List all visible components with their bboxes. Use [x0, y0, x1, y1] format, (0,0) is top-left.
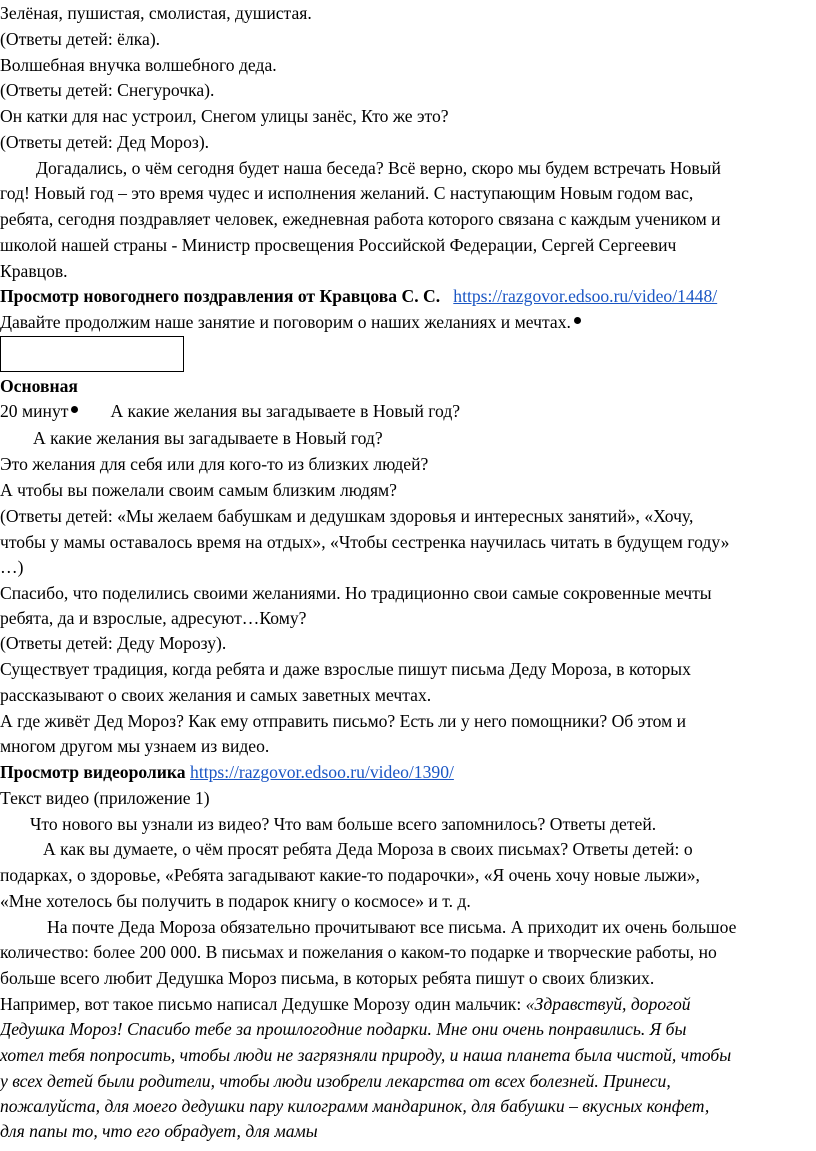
view-greeting-line: [0, 285, 717, 307]
paragraph-line: Догадались, о чём сегодня будет наша беседа? Всё верно, скоро мы будем встречать Новый: [36, 158, 721, 178]
answer-line-1: (Ответы детей: ёлка).: [0, 29, 161, 49]
riddle-line-1: Зелёная, пушистая, смолистая, душистая.: [0, 3, 312, 23]
letter-line: хотел тебя попросить, чтобы люди не загрязняли природу, и наша планета была чистой, чтобы: [0, 1045, 732, 1065]
time-line: [0, 400, 460, 422]
paragraph-line: Что нового вы узнали из видео? Что вам больше всего запомнилось? Ответы детей.: [30, 814, 657, 834]
empty-table-cell: [0, 336, 184, 372]
paragraph-line: «Мне хотелось бы получить в подарок книгу о космосе» и т. д.: [0, 891, 471, 911]
paragraph-line: количество: более 200 000. В письмах и пожелания о каком-то подарке и творческие работы, но: [0, 942, 717, 962]
answer-line-2: (Ответы детей: Снегурочка).: [0, 80, 215, 100]
continue-line: [0, 311, 581, 333]
bullet-icon: [574, 317, 581, 324]
bullet-icon: [71, 406, 78, 413]
continue-text: Давайте продолжим наше занятие и поговорим о наших желаниях и мечтах.: [0, 312, 571, 332]
answer-paragraph-line: чтобы у мамы оставалось время на отдых», «Чтобы сестренка научилась читать в будущем году»: [0, 532, 730, 552]
paragraph-line: [0, 993, 691, 1015]
paragraph-line: подарках, о здоровье, «Ребята загадывают какие-то подарочки», «Я очень хочу новые лыжи»,: [0, 865, 700, 885]
video-link-1390[interactable]: https://razgovor.edsoo.ru/video/1390/: [190, 762, 454, 782]
appendix-line: Текст видео (приложение 1): [0, 788, 210, 808]
letter-line: Дедушка Мороз! Спасибо тебе за прошлогодние подарки. Мне они очень понравились. Я бы: [0, 1019, 687, 1039]
paragraph-line: А как вы думаете, о чём просят ребята Деда Мороза в своих письмах? Ответы детей: о: [43, 839, 693, 859]
letter-quote-start: «Здравствуй, дорогой: [525, 994, 691, 1014]
question-line: А какие желания вы загадываете в Новый год?: [33, 428, 383, 448]
letter-line: пожалуйста, для моего дедушки пару килограмм мандаринок, для бабушки – вкусных конфет,: [0, 1096, 710, 1116]
answer-paragraph-line: (Ответы детей: «Мы желаем бабушкам и дедушкам здоровья и интересных занятий», «Хочу,: [0, 506, 694, 526]
paragraph-line: многом другом мы узнаем из видео.: [0, 736, 270, 756]
paragraph-line: школой нашей страны - Министр просвещения Российской Федерации, Сергей Сергеевич: [0, 235, 677, 255]
riddle-line-3: Он катки для нас устроил, Снегом улицы занёс, Кто же это?: [0, 106, 449, 126]
view-video-line: [0, 761, 454, 783]
answer-line-3: (Ответы детей: Дед Мороз).: [0, 132, 210, 152]
question-inline: А какие желания вы загадываете в Новый год?: [110, 401, 461, 421]
paragraph-line: Кравцов.: [0, 261, 68, 281]
letter-intro: Например, вот такое письмо написал Дедушке Морозу один мальчик:: [0, 994, 526, 1014]
video-link-1448[interactable]: https://razgovor.edsoo.ru/video/1448/: [453, 286, 718, 306]
paragraph-line: На почте Деда Мороза обязательно прочитывают все письма. А приходит их очень большое: [47, 917, 737, 937]
riddle-line-2: Волшебная внучка волшебного деда.: [0, 55, 277, 75]
letter-line: для папы то, что его обрадует, для мамы: [0, 1121, 318, 1141]
view-greeting-label: Просмотр новогоднего поздравления от Кравцова С. С.: [0, 286, 441, 306]
answer-line: (Ответы детей: Деду Морозу).: [0, 633, 227, 653]
paragraph-line: больше всего любит Дедушка Мороз письма, в которых ребята пишут о своих близких.: [0, 968, 655, 988]
letter-line: у всех детей были родители, чтобы люди изобрели лекарства от всех болезней. Принеси,: [0, 1071, 671, 1091]
paragraph-line: Спасибо, что поделились своими желаниями. Но традиционно свои самые сокровенные мечты: [0, 583, 712, 603]
section-title: Основная: [0, 376, 78, 396]
view-video-label: Просмотр видеоролика: [0, 762, 186, 782]
paragraph-line: ребята, да и взрослые, адресуют…Кому?: [0, 608, 307, 628]
answer-paragraph-line: …): [0, 557, 24, 577]
paragraph-line: А где живёт Дед Мороз? Как ему отправить письмо? Есть ли у него помощники? Об этом и: [0, 711, 687, 731]
question-line: А чтобы вы пожелали своим самым близким людям?: [0, 480, 397, 500]
question-line: Это желания для себя или для кого-то из близких людей?: [0, 454, 429, 474]
time-label: 20 минут: [0, 401, 69, 421]
paragraph-line: ребята, сегодня поздравляет человек, ежедневная работа которого связана с каждым учеником и: [0, 209, 721, 229]
paragraph-line: год! Новый год – это время чудес и исполнения желаний. С наступающим Новым годом вас,: [0, 183, 694, 203]
paragraph-line: рассказывают о своих желания и самых заветных мечтах.: [0, 685, 432, 705]
paragraph-line: Существует традиция, когда ребята и даже взрослые пишут письма Деду Мороза, в которых: [0, 659, 691, 679]
